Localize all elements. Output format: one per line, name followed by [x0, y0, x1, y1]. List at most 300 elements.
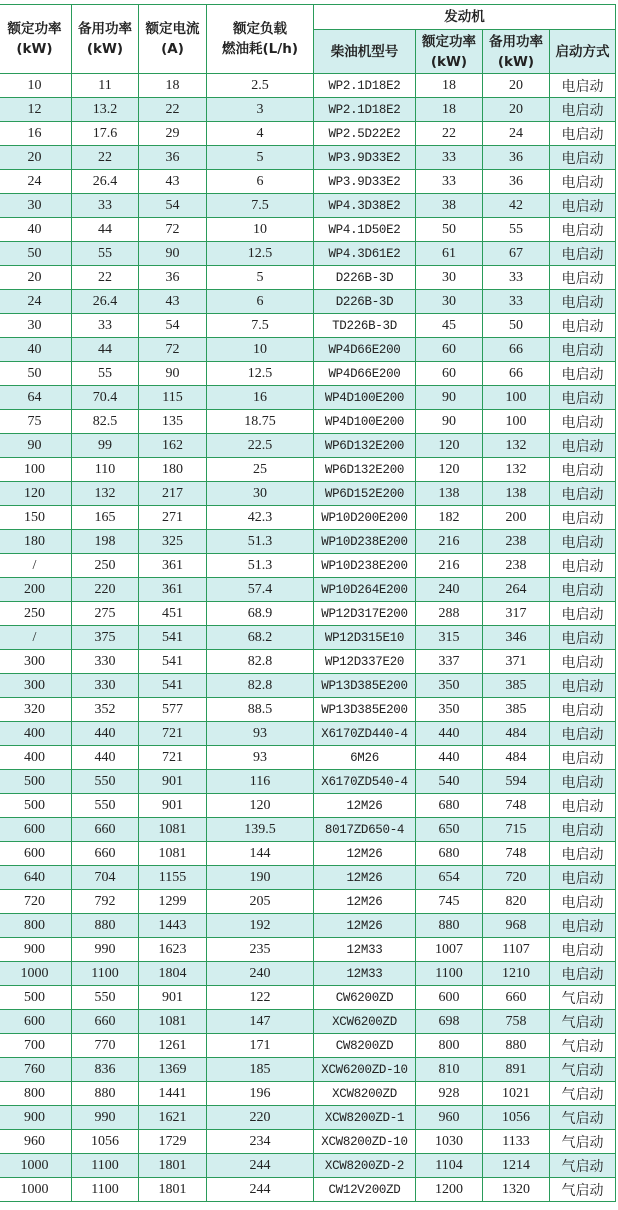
cell-rated-power: 300	[0, 650, 72, 674]
table-row	[0, 170, 616, 194]
table-row	[0, 722, 616, 746]
cell-standby-power: 1100	[72, 962, 139, 986]
cell-start-method: 电启动	[550, 650, 616, 674]
cell-engine-model: XCW8200ZD-2	[314, 1154, 416, 1178]
cell-engine-standby-power: 36	[483, 146, 550, 170]
cell-engine-model: XCW6200ZD	[314, 1010, 416, 1034]
cell-start-method: 电启动	[550, 338, 616, 362]
cell-start-method: 电启动	[550, 818, 616, 842]
cell-start-method: 电启动	[550, 434, 616, 458]
cell-engine-model: WP4D100E200	[314, 410, 416, 434]
cell-engine-model: WP6D132E200	[314, 434, 416, 458]
cell-engine-rated-power: 350	[416, 674, 483, 698]
cell-standby-power: 99	[72, 434, 139, 458]
cell-engine-standby-power: 968	[483, 914, 550, 938]
cell-start-method: 电启动	[550, 146, 616, 170]
cell-engine-standby-power: 20	[483, 98, 550, 122]
cell-rated-current: 180	[139, 458, 207, 482]
cell-engine-standby-power: 1210	[483, 962, 550, 986]
cell-engine-model: WP2.1D18E2	[314, 74, 416, 98]
cell-engine-rated-power: 315	[416, 626, 483, 650]
table-row	[0, 266, 616, 290]
cell-fuel-consumption: 22.5	[207, 434, 314, 458]
table-row	[0, 434, 616, 458]
cell-engine-model: WP10D200E200	[314, 506, 416, 530]
cell-engine-model: WP6D132E200	[314, 458, 416, 482]
cell-engine-rated-power: 745	[416, 890, 483, 914]
cell-engine-rated-power: 1200	[416, 1178, 483, 1202]
cell-standby-power: 792	[72, 890, 139, 914]
cell-rated-power: 16	[0, 122, 72, 146]
cell-rated-power: 20	[0, 146, 72, 170]
cell-fuel-consumption: 5	[207, 146, 314, 170]
cell-start-method: 电启动	[550, 938, 616, 962]
cell-engine-model: XCW8200ZD-10	[314, 1130, 416, 1154]
cell-engine-model: WP4.3D38E2	[314, 194, 416, 218]
cell-fuel-consumption: 4	[207, 122, 314, 146]
cell-engine-rated-power: 60	[416, 338, 483, 362]
table-row	[0, 770, 616, 794]
cell-engine-rated-power: 90	[416, 410, 483, 434]
cell-rated-power: 760	[0, 1058, 72, 1082]
cell-fuel-consumption: 7.5	[207, 194, 314, 218]
cell-start-method: 电启动	[550, 266, 616, 290]
cell-engine-model: WP2.1D18E2	[314, 98, 416, 122]
cell-rated-power: 400	[0, 722, 72, 746]
cell-start-method: 电启动	[550, 482, 616, 506]
cell-fuel-consumption: 240	[207, 962, 314, 986]
table-row	[0, 674, 616, 698]
cell-rated-current: 1155	[139, 866, 207, 890]
cell-fuel-consumption: 116	[207, 770, 314, 794]
cell-start-method: 电启动	[550, 554, 616, 578]
cell-engine-model: WP6D152E200	[314, 482, 416, 506]
table-row	[0, 1130, 616, 1154]
cell-standby-power: 440	[72, 722, 139, 746]
cell-rated-power: 50	[0, 242, 72, 266]
cell-rated-current: 361	[139, 578, 207, 602]
cell-start-method: 电启动	[550, 386, 616, 410]
cell-engine-model: WP10D264E200	[314, 578, 416, 602]
cell-fuel-consumption: 68.2	[207, 626, 314, 650]
header-unit: 燃油耗(L/h)	[222, 41, 298, 57]
cell-start-method: 电启动	[550, 914, 616, 938]
cell-fuel-consumption: 12.5	[207, 242, 314, 266]
cell-start-method: 电启动	[550, 698, 616, 722]
cell-engine-standby-power: 100	[483, 410, 550, 434]
cell-standby-power: 880	[72, 914, 139, 938]
cell-standby-power: 704	[72, 866, 139, 890]
table-row	[0, 986, 616, 1010]
cell-engine-rated-power: 1030	[416, 1130, 483, 1154]
cell-rated-current: 1804	[139, 962, 207, 986]
cell-engine-standby-power: 55	[483, 218, 550, 242]
cell-engine-rated-power: 90	[416, 386, 483, 410]
table-row	[0, 506, 616, 530]
cell-engine-model: XCW8200ZD-1	[314, 1106, 416, 1130]
table-row	[0, 386, 616, 410]
cell-standby-power: 352	[72, 698, 139, 722]
cell-engine-standby-power: 50	[483, 314, 550, 338]
cell-engine-model: WP4D100E200	[314, 386, 416, 410]
cell-engine-standby-power: 371	[483, 650, 550, 674]
cell-rated-current: 1729	[139, 1130, 207, 1154]
cell-start-method: 电启动	[550, 578, 616, 602]
cell-engine-rated-power: 928	[416, 1082, 483, 1106]
cell-fuel-consumption: 192	[207, 914, 314, 938]
cell-rated-power: 600	[0, 1010, 72, 1034]
table-row	[0, 1082, 616, 1106]
cell-fuel-consumption: 82.8	[207, 674, 314, 698]
cell-rated-current: 22	[139, 98, 207, 122]
table-row	[0, 1058, 616, 1082]
header-label: 备用功率	[489, 33, 543, 50]
cell-standby-power: 33	[72, 194, 139, 218]
cell-standby-power: 13.2	[72, 98, 139, 122]
table-row	[0, 890, 616, 914]
cell-standby-power: 375	[72, 626, 139, 650]
cell-engine-model: WP4.3D61E2	[314, 242, 416, 266]
cell-engine-rated-power: 50	[416, 218, 483, 242]
cell-start-method: 电启动	[550, 74, 616, 98]
cell-rated-current: 901	[139, 986, 207, 1010]
table-row	[0, 410, 616, 434]
cell-rated-power: 12	[0, 98, 72, 122]
cell-fuel-consumption: 42.3	[207, 506, 314, 530]
cell-engine-standby-power: 880	[483, 1034, 550, 1058]
cell-engine-model: WP10D238E200	[314, 554, 416, 578]
cell-fuel-consumption: 93	[207, 722, 314, 746]
cell-engine-rated-power: 698	[416, 1010, 483, 1034]
table-row	[0, 122, 616, 146]
cell-start-method: 气启动	[550, 1010, 616, 1034]
cell-engine-rated-power: 654	[416, 866, 483, 890]
cell-start-method: 电启动	[550, 866, 616, 890]
cell-rated-power: 500	[0, 770, 72, 794]
table-row	[0, 698, 616, 722]
cell-engine-standby-power: 20	[483, 74, 550, 98]
cell-rated-power: 120	[0, 482, 72, 506]
cell-rated-current: 271	[139, 506, 207, 530]
cell-rated-power: 1000	[0, 1178, 72, 1202]
cell-rated-power: 24	[0, 290, 72, 314]
cell-rated-current: 541	[139, 650, 207, 674]
cell-standby-power: 990	[72, 1106, 139, 1130]
cell-engine-rated-power: 216	[416, 530, 483, 554]
cell-rated-current: 1801	[139, 1154, 207, 1178]
cell-engine-rated-power: 288	[416, 602, 483, 626]
cell-standby-power: 220	[72, 578, 139, 602]
cell-fuel-consumption: 244	[207, 1178, 314, 1202]
cell-engine-standby-power: 138	[483, 482, 550, 506]
cell-engine-standby-power: 200	[483, 506, 550, 530]
cell-engine-model: 12M33	[314, 938, 416, 962]
cell-engine-standby-power: 238	[483, 554, 550, 578]
cell-engine-model: CW8200ZD	[314, 1034, 416, 1058]
cell-rated-power: 600	[0, 842, 72, 866]
cell-engine-rated-power: 216	[416, 554, 483, 578]
cell-rated-power: 600	[0, 818, 72, 842]
cell-engine-model: WP10D238E200	[314, 530, 416, 554]
cell-rated-power: 90	[0, 434, 72, 458]
cell-fuel-consumption: 57.4	[207, 578, 314, 602]
header-fuel-consumption	[207, 5, 314, 74]
cell-standby-power: 1100	[72, 1178, 139, 1202]
cell-engine-model: 12M33	[314, 962, 416, 986]
cell-rated-power: 64	[0, 386, 72, 410]
table-row	[0, 458, 616, 482]
cell-engine-rated-power: 1104	[416, 1154, 483, 1178]
cell-engine-model: TD226B-3D	[314, 314, 416, 338]
cell-engine-rated-power: 680	[416, 794, 483, 818]
table-row	[0, 74, 616, 98]
cell-standby-power: 44	[72, 338, 139, 362]
cell-rated-current: 43	[139, 290, 207, 314]
cell-fuel-consumption: 196	[207, 1082, 314, 1106]
cell-rated-power: 400	[0, 746, 72, 770]
cell-standby-power: 26.4	[72, 170, 139, 194]
cell-rated-current: 325	[139, 530, 207, 554]
table-row	[0, 818, 616, 842]
cell-engine-model: WP13D385E200	[314, 698, 416, 722]
cell-rated-current: 901	[139, 770, 207, 794]
cell-rated-current: 29	[139, 122, 207, 146]
cell-standby-power: 11	[72, 74, 139, 98]
cell-engine-model: WP12D315E10	[314, 626, 416, 650]
table-row	[0, 914, 616, 938]
cell-engine-rated-power: 30	[416, 290, 483, 314]
table-row	[0, 1034, 616, 1058]
cell-engine-standby-power: 594	[483, 770, 550, 794]
cell-rated-current: 451	[139, 602, 207, 626]
header-unit: (A)	[161, 41, 184, 57]
cell-rated-current: 1081	[139, 818, 207, 842]
cell-fuel-consumption: 6	[207, 170, 314, 194]
cell-engine-model: WP4D66E200	[314, 338, 416, 362]
table-row	[0, 290, 616, 314]
cell-standby-power: 550	[72, 986, 139, 1010]
cell-engine-standby-power: 1214	[483, 1154, 550, 1178]
cell-rated-current: 54	[139, 314, 207, 338]
cell-fuel-consumption: 7.5	[207, 314, 314, 338]
cell-engine-standby-power: 1107	[483, 938, 550, 962]
cell-engine-model: XCW6200ZD-10	[314, 1058, 416, 1082]
cell-start-method: 电启动	[550, 242, 616, 266]
cell-engine-standby-power: 317	[483, 602, 550, 626]
cell-engine-rated-power: 61	[416, 242, 483, 266]
cell-engine-standby-power: 1320	[483, 1178, 550, 1202]
cell-rated-power: 900	[0, 938, 72, 962]
table-row	[0, 218, 616, 242]
cell-standby-power: 70.4	[72, 386, 139, 410]
cell-start-method: 电启动	[550, 794, 616, 818]
cell-engine-model: WP12D317E200	[314, 602, 416, 626]
table-row	[0, 98, 616, 122]
cell-engine-model: WP3.9D33E2	[314, 146, 416, 170]
cell-rated-current: 135	[139, 410, 207, 434]
cell-standby-power: 1056	[72, 1130, 139, 1154]
cell-start-method: 气启动	[550, 1130, 616, 1154]
cell-start-method: 电启动	[550, 290, 616, 314]
cell-rated-power: 320	[0, 698, 72, 722]
cell-standby-power: 44	[72, 218, 139, 242]
cell-rated-power: 960	[0, 1130, 72, 1154]
cell-engine-standby-power: 264	[483, 578, 550, 602]
cell-rated-current: 54	[139, 194, 207, 218]
cell-rated-current: 1441	[139, 1082, 207, 1106]
table-row	[0, 554, 616, 578]
cell-engine-rated-power: 440	[416, 746, 483, 770]
header-engine-model: 柴油机型号	[314, 30, 416, 74]
cell-engine-standby-power: 66	[483, 338, 550, 362]
cell-engine-model: X6170ZD440-4	[314, 722, 416, 746]
cell-standby-power: 110	[72, 458, 139, 482]
cell-engine-rated-power: 800	[416, 1034, 483, 1058]
cell-fuel-consumption: 12.5	[207, 362, 314, 386]
cell-fuel-consumption: 10	[207, 338, 314, 362]
cell-start-method: 电启动	[550, 770, 616, 794]
cell-rated-current: 36	[139, 266, 207, 290]
cell-fuel-consumption: 10	[207, 218, 314, 242]
cell-standby-power: 17.6	[72, 122, 139, 146]
cell-fuel-consumption: 18.75	[207, 410, 314, 434]
cell-engine-model: 12M26	[314, 890, 416, 914]
cell-rated-power: 300	[0, 674, 72, 698]
cell-engine-rated-power: 60	[416, 362, 483, 386]
cell-rated-power: 640	[0, 866, 72, 890]
table-row	[0, 1106, 616, 1130]
cell-engine-model: 8017ZD650-4	[314, 818, 416, 842]
cell-standby-power: 275	[72, 602, 139, 626]
cell-engine-rated-power: 30	[416, 266, 483, 290]
cell-rated-current: 36	[139, 146, 207, 170]
cell-rated-current: 721	[139, 722, 207, 746]
cell-fuel-consumption: 171	[207, 1034, 314, 1058]
cell-rated-power: 800	[0, 1082, 72, 1106]
cell-engine-model: X6170ZD540-4	[314, 770, 416, 794]
cell-engine-rated-power: 600	[416, 986, 483, 1010]
cell-rated-power: 700	[0, 1034, 72, 1058]
cell-rated-current: 1299	[139, 890, 207, 914]
cell-start-method: 电启动	[550, 218, 616, 242]
cell-rated-current: 1801	[139, 1178, 207, 1202]
cell-engine-rated-power: 18	[416, 98, 483, 122]
cell-rated-power: 75	[0, 410, 72, 434]
cell-engine-standby-power: 42	[483, 194, 550, 218]
cell-rated-power: 10	[0, 74, 72, 98]
cell-engine-standby-power: 238	[483, 530, 550, 554]
header-rated-power	[0, 5, 72, 74]
cell-standby-power: 660	[72, 818, 139, 842]
cell-engine-rated-power: 337	[416, 650, 483, 674]
cell-engine-rated-power: 350	[416, 698, 483, 722]
cell-rated-current: 72	[139, 218, 207, 242]
cell-rated-current: 115	[139, 386, 207, 410]
cell-rated-power: 50	[0, 362, 72, 386]
cell-rated-power: 250	[0, 602, 72, 626]
cell-standby-power: 990	[72, 938, 139, 962]
cell-start-method: 电启动	[550, 170, 616, 194]
cell-engine-standby-power: 132	[483, 458, 550, 482]
cell-engine-rated-power: 18	[416, 74, 483, 98]
cell-engine-rated-power: 120	[416, 458, 483, 482]
table-row	[0, 1010, 616, 1034]
cell-start-method: 电启动	[550, 458, 616, 482]
cell-engine-model: XCW8200ZD	[314, 1082, 416, 1106]
cell-rated-power: 24	[0, 170, 72, 194]
cell-engine-model: 12M26	[314, 866, 416, 890]
cell-engine-standby-power: 100	[483, 386, 550, 410]
cell-standby-power: 250	[72, 554, 139, 578]
cell-start-method: 电启动	[550, 746, 616, 770]
header-label: 额定功率	[422, 33, 476, 50]
cell-engine-standby-power: 748	[483, 794, 550, 818]
cell-rated-current: 43	[139, 170, 207, 194]
cell-engine-rated-power: 45	[416, 314, 483, 338]
header-engine-group: 发动机	[314, 5, 616, 30]
cell-engine-model: WP13D385E200	[314, 674, 416, 698]
cell-fuel-consumption: 205	[207, 890, 314, 914]
header-label: 额定电流	[145, 21, 200, 37]
cell-engine-standby-power: 715	[483, 818, 550, 842]
cell-start-method: 电启动	[550, 506, 616, 530]
cell-standby-power: 22	[72, 266, 139, 290]
cell-engine-rated-power: 182	[416, 506, 483, 530]
cell-engine-model: 12M26	[314, 794, 416, 818]
cell-fuel-consumption: 82.8	[207, 650, 314, 674]
cell-rated-current: 1443	[139, 914, 207, 938]
cell-rated-current: 1369	[139, 1058, 207, 1082]
cell-standby-power: 660	[72, 842, 139, 866]
cell-rated-current: 577	[139, 698, 207, 722]
cell-engine-rated-power: 22	[416, 122, 483, 146]
table-row	[0, 602, 616, 626]
cell-engine-model: WP12D337E20	[314, 650, 416, 674]
cell-rated-current: 1081	[139, 842, 207, 866]
cell-standby-power: 660	[72, 1010, 139, 1034]
cell-engine-standby-power: 132	[483, 434, 550, 458]
cell-standby-power: 55	[72, 242, 139, 266]
table-row	[0, 338, 616, 362]
cell-engine-standby-power: 24	[483, 122, 550, 146]
generator-spec-table	[0, 4, 616, 1202]
cell-engine-model: WP4.1D50E2	[314, 218, 416, 242]
header-unit: (kW)	[497, 53, 535, 70]
cell-engine-standby-power: 748	[483, 842, 550, 866]
table-row	[0, 578, 616, 602]
cell-engine-model: 12M26	[314, 914, 416, 938]
cell-rated-power: 30	[0, 194, 72, 218]
cell-fuel-consumption: 122	[207, 986, 314, 1010]
cell-fuel-consumption: 3	[207, 98, 314, 122]
header-engine-rated-power	[416, 30, 483, 74]
cell-fuel-consumption: 220	[207, 1106, 314, 1130]
cell-standby-power: 165	[72, 506, 139, 530]
cell-rated-power: 100	[0, 458, 72, 482]
cell-engine-rated-power: 440	[416, 722, 483, 746]
cell-standby-power: 132	[72, 482, 139, 506]
cell-engine-rated-power: 960	[416, 1106, 483, 1130]
cell-engine-standby-power: 820	[483, 890, 550, 914]
cell-rated-current: 90	[139, 362, 207, 386]
cell-engine-model: WP3.9D33E2	[314, 170, 416, 194]
cell-fuel-consumption: 88.5	[207, 698, 314, 722]
header-start-method: 启动方式	[550, 30, 616, 74]
header-unit: (kW)	[430, 53, 468, 70]
cell-standby-power: 1100	[72, 1154, 139, 1178]
cell-engine-rated-power: 38	[416, 194, 483, 218]
cell-engine-standby-power: 33	[483, 266, 550, 290]
